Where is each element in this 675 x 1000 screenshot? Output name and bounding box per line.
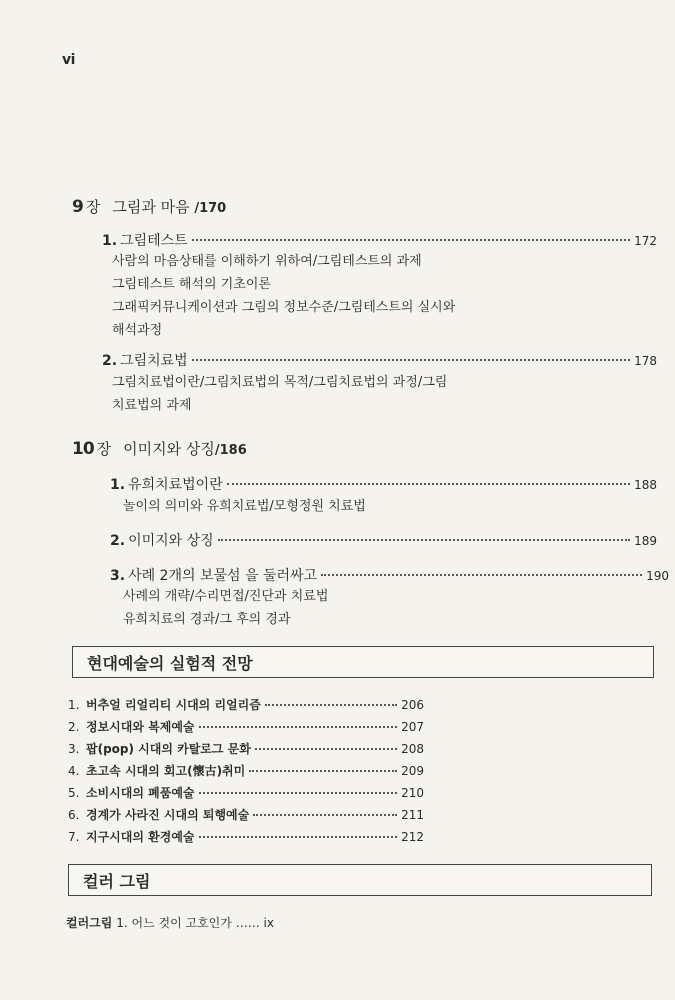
list-item[interactable]: [68, 718, 424, 740]
section-page: 190: [646, 569, 669, 583]
list-number: 7.: [68, 830, 80, 844]
list-page: 212: [401, 830, 424, 844]
chapter-word: 장: [85, 198, 101, 216]
list-item[interactable]: [68, 762, 424, 784]
leader-dots: [321, 574, 642, 576]
section-description-9-1: [112, 250, 632, 342]
page-number: vi: [62, 52, 75, 68]
section-title: 유희치료법이란: [128, 477, 223, 493]
toc-entry-9-1[interactable]: [102, 230, 657, 250]
list-text: 소비시대의 폐품예술: [86, 786, 195, 800]
section-box-color-pictures: [68, 864, 652, 896]
list-text: 경계가 사라진 시대의 퇴행예술: [86, 808, 250, 822]
desc-line: 놀이의 의미와 유희치료법/모형정원 치료법: [123, 499, 366, 514]
list-page: 211: [401, 808, 424, 822]
list-number: 4.: [68, 764, 80, 778]
list-page: 208: [401, 742, 424, 756]
chapter-title: 그림과 마음: [112, 198, 190, 216]
toc-entry-10-2[interactable]: [110, 530, 657, 550]
section-page: 172: [634, 234, 657, 248]
section-number: 2.: [110, 533, 126, 549]
section-page: 188: [634, 478, 657, 492]
section-page: 189: [634, 534, 657, 548]
leader-dots: [249, 770, 397, 772]
leader-dots: [199, 792, 398, 794]
color-entry-text: 어느 것이 고호인가: [131, 916, 232, 930]
chapter-title: 이미지와 상징: [123, 440, 215, 458]
color-picture-entry[interactable]: [66, 914, 274, 931]
list-text: 초고속 시대의 회고(懷古)취미: [86, 764, 246, 778]
chapter-number: 9: [72, 197, 83, 217]
desc-line: 치료법의 과제: [112, 398, 192, 413]
leader-dots: [255, 748, 397, 750]
color-entry-label: 컬러그림: [66, 916, 113, 930]
color-entry-number: 1.: [116, 916, 128, 930]
leader-dots: ……: [235, 916, 260, 930]
list-page: 210: [401, 786, 424, 800]
desc-line: 그림치료법이란/그림치료법의 목적/그림치료법의 과정/그림: [112, 375, 448, 390]
chapter-page: /186: [214, 443, 247, 458]
leader-dots: [227, 483, 630, 485]
section-title: 이미지와 상징: [128, 533, 214, 549]
section-title: 그림치료법: [120, 353, 188, 369]
list-item[interactable]: [68, 784, 424, 806]
list-page: 206: [401, 698, 424, 712]
section-number: 1.: [102, 233, 118, 249]
chapter-heading-9: [72, 196, 226, 217]
modern-art-list: [68, 696, 424, 850]
list-number: 5.: [68, 786, 80, 800]
leader-dots: [253, 814, 397, 816]
section-page: 178: [634, 354, 657, 368]
list-item[interactable]: [68, 740, 424, 762]
leader-dots: [199, 836, 398, 838]
section-description-10-3: [123, 585, 643, 631]
list-number: 2.: [68, 720, 80, 734]
toc-entry-9-2[interactable]: [102, 350, 657, 370]
list-text: 버추얼 리얼리티 시대의 리얼리즘: [86, 698, 261, 712]
list-item[interactable]: [68, 828, 424, 850]
chapter-word: 장: [96, 440, 112, 458]
chapter-page: /170: [194, 201, 227, 216]
leader-dots: [265, 704, 397, 706]
leader-dots: [192, 359, 630, 361]
list-number: 1.: [68, 698, 80, 712]
list-page: 207: [401, 720, 424, 734]
toc-entry-10-1[interactable]: [110, 474, 657, 494]
list-text: 팝(pop) 시대의 카탈로그 문화: [86, 742, 251, 756]
desc-line: 유희치료의 경과/그 후의 경과: [123, 612, 291, 627]
desc-line: 해석과정: [112, 323, 163, 338]
chapter-heading-10: [72, 438, 247, 459]
list-item[interactable]: [68, 696, 424, 718]
toc-entry-10-3[interactable]: [110, 565, 669, 585]
desc-line: 사람의 마음상태를 이해하기 위하여/그림테스트의 과제: [112, 254, 422, 269]
list-text: 지구시대의 환경예술: [86, 830, 195, 844]
section-number: 1.: [110, 477, 126, 493]
desc-line: 그래픽커뮤니케이션과 그림의 정보수준/그림테스트의 실시와: [112, 300, 456, 315]
section-number: 2.: [102, 353, 118, 369]
section-number: 3.: [110, 568, 126, 584]
leader-dots: [199, 726, 398, 728]
box-title: 컬러 그림: [83, 871, 151, 891]
desc-line: 사례의 개략/수리면접/진단과 치료법: [123, 589, 329, 604]
desc-line: 그림테스트 해석의 기초이론: [112, 277, 271, 292]
leader-dots: [218, 539, 630, 541]
section-description-10-1: [123, 495, 643, 518]
chapter-number: 10: [72, 439, 94, 459]
list-number: 6.: [68, 808, 80, 822]
list-text: 정보시대와 복제예술: [86, 720, 195, 734]
section-title: 그림테스트: [120, 233, 188, 249]
list-page: 209: [401, 764, 424, 778]
section-description-9-2: [112, 371, 632, 417]
color-entry-page: ix: [263, 916, 274, 930]
section-title: 사례 2개의 보물섬 을 둘러싸고: [128, 568, 318, 584]
section-box-modern-art: [72, 646, 654, 678]
leader-dots: [192, 239, 630, 241]
box-title: 현대예술의 실험적 전망: [87, 653, 253, 673]
list-item[interactable]: [68, 806, 424, 828]
list-number: 3.: [68, 742, 80, 756]
